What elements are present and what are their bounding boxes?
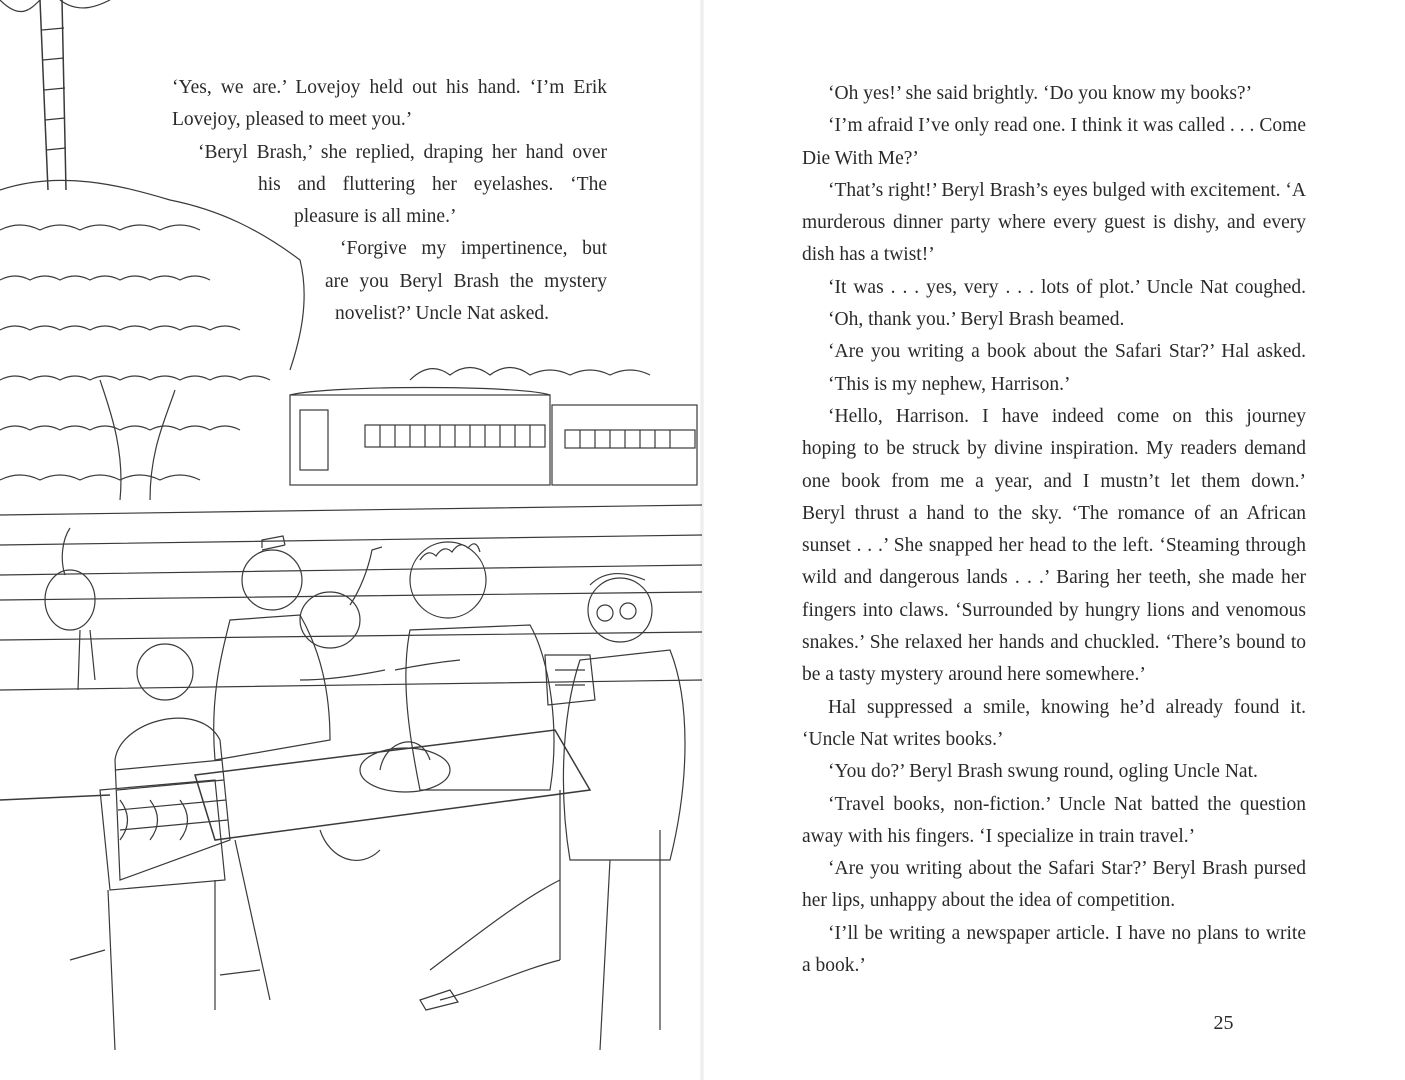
page-number-row: [702, 1012, 1405, 1035]
right-line-27: ‘I’ll be writing a newspaper article. I have no plans to write: [828, 922, 1306, 944]
left-line-7: are you Beryl Brash the mystery: [325, 271, 607, 292]
right-line-24: away with his fingers. ‘I specialize in train travel.’: [802, 825, 1196, 847]
right-line-11: ‘Hello, Harrison. I have indeed come on this journey: [828, 405, 1306, 427]
right-line-18: snakes.’ She relaxed her hands and chuckled. ‘There’s bound to: [802, 632, 1306, 654]
right-line-4: ‘That’s right!’ Beryl Brash’s eyes bulged with excitement. ‘A: [828, 179, 1306, 201]
left-line-4: his and fluttering her eyelashes. ‘The: [258, 174, 607, 195]
left-page: [0, 0, 702, 1080]
left-line-5: pleasure is all mine.’: [294, 206, 457, 227]
right-line-6: dish has a twist!’: [802, 244, 935, 266]
page-number: 25: [1213, 1012, 1234, 1034]
right-line-10: ‘This is my nephew, Harrison.’: [828, 373, 1071, 395]
left-line-3: ‘Beryl Brash,’ she replied, draping her hand over: [198, 142, 607, 163]
left-line-1: ‘Yes, we are.’ Lovejoy held out his hand. ‘I’m Erik: [172, 77, 607, 98]
right-line-8: ‘Oh, thank you.’ Beryl Brash beamed.: [828, 309, 1125, 331]
right-line-13: one book from me a year, and I mustn’t let them down.’: [802, 470, 1306, 492]
left-line-8: novelist?’ Uncle Nat asked.: [335, 303, 550, 324]
right-page: [702, 0, 1405, 1080]
right-line-16: wild and dangerous lands . . .’ Baring her teeth, she made her: [802, 567, 1306, 589]
right-line-17: fingers into claws. ‘Surrounded by hungry lions and venomous: [802, 599, 1306, 621]
right-line-7: ‘It was . . . yes, very . . . lots of plot.’ Uncle Nat coughed.: [828, 276, 1306, 298]
right-line-5: murderous dinner party where every guest is dishy, and every: [802, 212, 1306, 234]
right-text-block: [802, 78, 1306, 982]
right-line-28: a book.’: [802, 955, 866, 977]
right-line-19: be a tasty mystery around here somewhere.’: [802, 664, 1146, 686]
right-line-1: ‘Oh yes!’ she said brightly. ‘Do you know my books?’: [828, 83, 1253, 104]
right-line-21: ‘Uncle Nat writes books.’: [802, 728, 1004, 750]
right-line-23: ‘Travel books, non-fiction.’ Uncle Nat batted the question: [828, 793, 1306, 815]
right-line-14: Beryl thrust a hand to the sky. ‘The romance of an African: [802, 502, 1306, 524]
right-line-20: Hal suppressed a smile, knowing he’d already found it.: [828, 696, 1306, 718]
right-line-3: Die With Me?’: [802, 147, 919, 169]
right-line-2: ‘I’m afraid I’ve only read one. I think it was called . . . Come: [828, 115, 1306, 137]
right-line-15: sunset . . .’ She snapped her head to the left. ‘Steaming through: [802, 535, 1306, 557]
right-line-12: hoping to be struck by divine inspiration. My readers demand: [802, 438, 1306, 460]
left-line-6: ‘Forgive my impertinence, but: [340, 238, 607, 259]
right-line-26: her lips, unhappy about the idea of competition.: [802, 890, 1176, 912]
right-line-9: ‘Are you writing a book about the Safari Star?’ Hal asked.: [828, 341, 1306, 363]
left-line-2: Lovejoy, pleased to meet you.’: [172, 109, 413, 130]
right-line-22: ‘You do?’ Beryl Brash swung round, ogling Uncle Nat.: [828, 761, 1258, 783]
right-line-25: ‘Are you writing about the Safari Star?’ Beryl Brash pursed: [828, 858, 1306, 880]
